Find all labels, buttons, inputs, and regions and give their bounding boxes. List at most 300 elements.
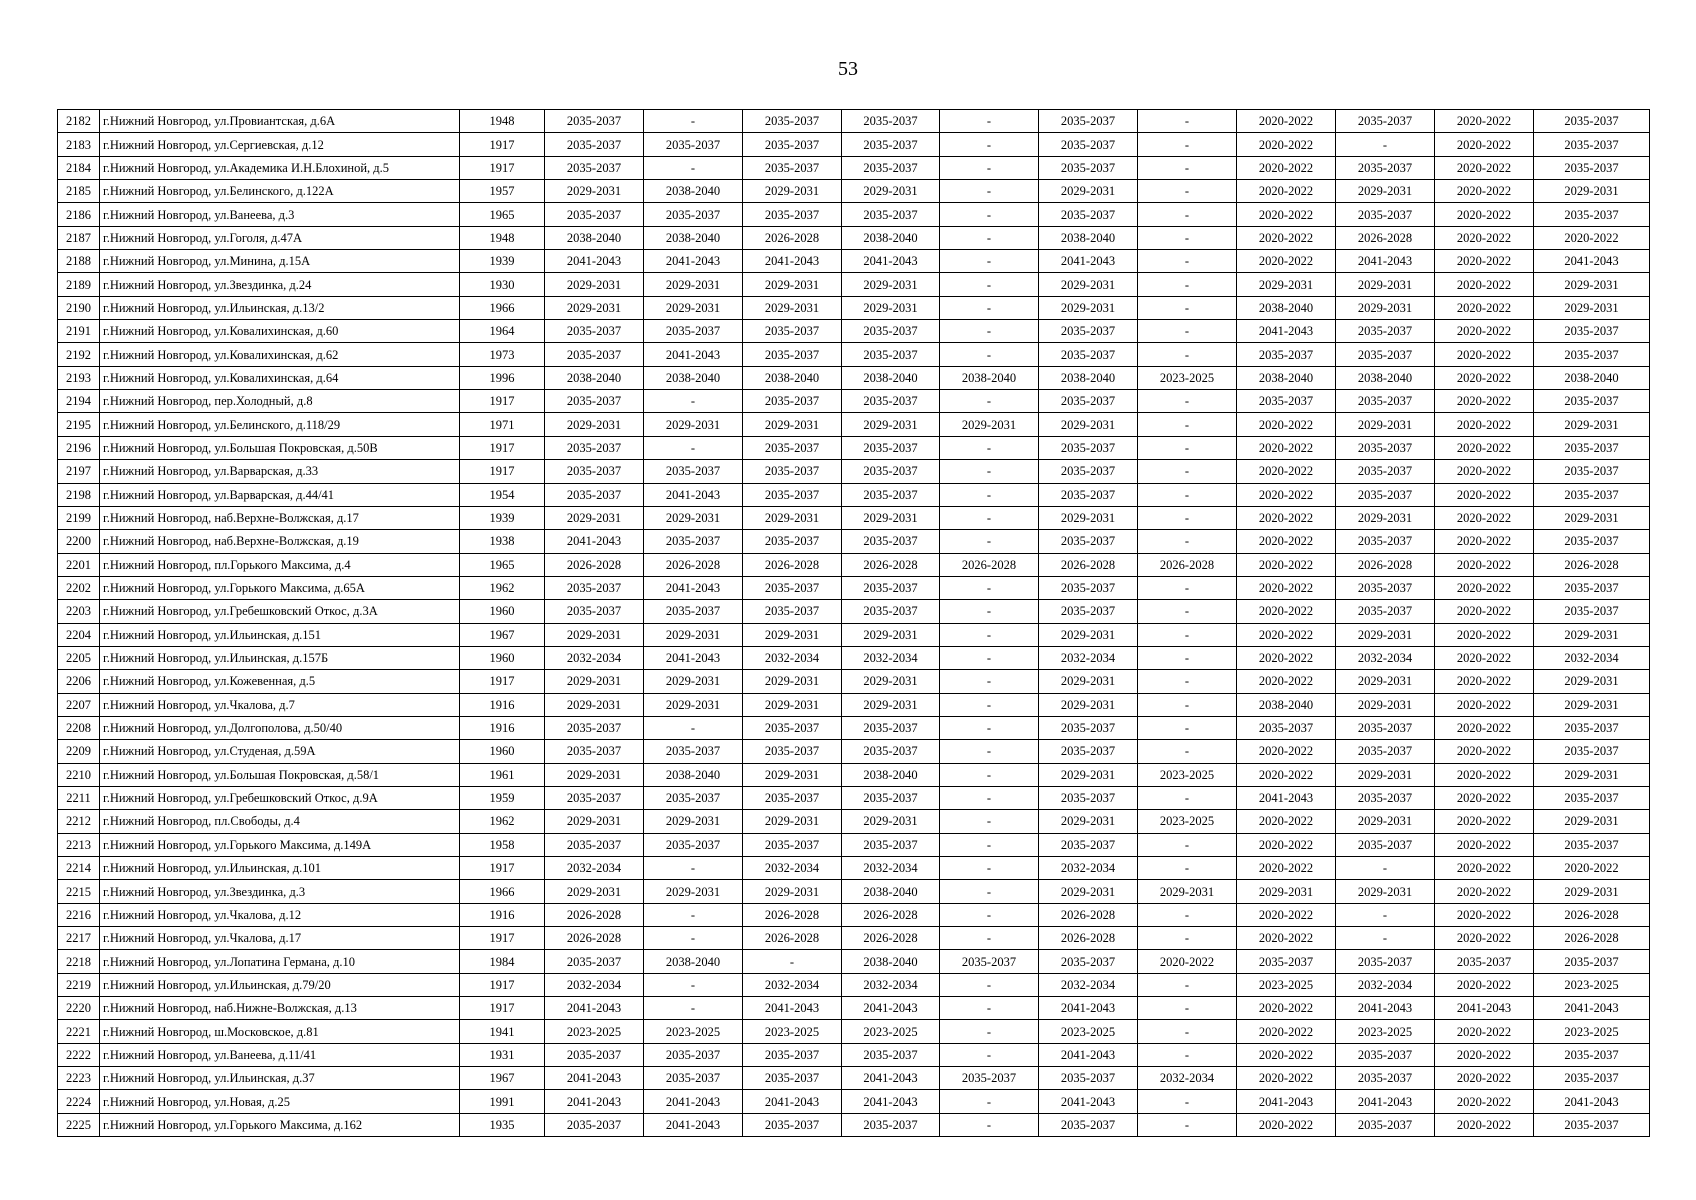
period-cell-7: 2023-2025 bbox=[1138, 366, 1237, 389]
period-cell-2: 2029-2031 bbox=[644, 273, 743, 296]
row-number-cell: 2215 bbox=[58, 880, 100, 903]
row-number-cell: 2194 bbox=[58, 390, 100, 413]
period-cell-6: 2035-2037 bbox=[1039, 460, 1138, 483]
row-number-cell: 2221 bbox=[58, 1020, 100, 1043]
period-cell-5: - bbox=[940, 997, 1039, 1020]
period-cell-9: 2035-2037 bbox=[1336, 833, 1435, 856]
period-cell-11: 2035-2037 bbox=[1534, 390, 1650, 413]
period-cell-5: - bbox=[940, 973, 1039, 996]
address-cell: г.Нижний Новгород, ул.Кожевенная, д.5 bbox=[100, 670, 460, 693]
period-cell-2: 2041-2043 bbox=[644, 576, 743, 599]
period-cell-2: 2029-2031 bbox=[644, 296, 743, 319]
period-cell-2: 2029-2031 bbox=[644, 693, 743, 716]
address-cell: г.Нижний Новгород, наб.Верхне-Волжская, д.19 bbox=[100, 530, 460, 553]
period-cell-6: 2029-2031 bbox=[1039, 880, 1138, 903]
table-row bbox=[58, 693, 1650, 716]
address-cell: г.Нижний Новгород, ул.Варварская, д.33 bbox=[100, 460, 460, 483]
year-built-cell: 1964 bbox=[460, 320, 545, 343]
period-cell-3: 2035-2037 bbox=[743, 600, 842, 623]
row-number-cell: 2200 bbox=[58, 530, 100, 553]
period-cell-6: 2029-2031 bbox=[1039, 810, 1138, 833]
period-cell-5: - bbox=[940, 716, 1039, 739]
period-cell-8: 2020-2022 bbox=[1237, 763, 1336, 786]
table-row bbox=[58, 600, 1650, 623]
period-cell-4: 2035-2037 bbox=[842, 600, 940, 623]
period-cell-8: 2020-2022 bbox=[1237, 1067, 1336, 1090]
period-cell-3: 2026-2028 bbox=[743, 226, 842, 249]
period-cell-8: 2041-2043 bbox=[1237, 320, 1336, 343]
row-number-cell: 2224 bbox=[58, 1090, 100, 1113]
table-row bbox=[58, 740, 1650, 763]
period-cell-7: - bbox=[1138, 506, 1237, 529]
period-cell-8: 2020-2022 bbox=[1237, 857, 1336, 880]
period-cell-8: 2020-2022 bbox=[1237, 156, 1336, 179]
period-cell-8: 2020-2022 bbox=[1237, 506, 1336, 529]
period-cell-9: 2035-2037 bbox=[1336, 1067, 1435, 1090]
table-row bbox=[58, 1090, 1650, 1113]
address-cell: г.Нижний Новгород, ул.Провиантская, д.6А bbox=[100, 110, 460, 133]
period-cell-4: 2026-2028 bbox=[842, 553, 940, 576]
table-row bbox=[58, 273, 1650, 296]
period-cell-4: 2029-2031 bbox=[842, 670, 940, 693]
period-cell-10: 2020-2022 bbox=[1435, 506, 1534, 529]
period-cell-6: 2035-2037 bbox=[1039, 156, 1138, 179]
period-cell-10: 2020-2022 bbox=[1435, 296, 1534, 319]
period-cell-1: 2035-2037 bbox=[545, 460, 644, 483]
period-cell-7: - bbox=[1138, 623, 1237, 646]
table-row bbox=[58, 880, 1650, 903]
period-cell-10: 2020-2022 bbox=[1435, 716, 1534, 739]
period-cell-7: - bbox=[1138, 273, 1237, 296]
period-cell-2: 2035-2037 bbox=[644, 833, 743, 856]
period-cell-6: 2035-2037 bbox=[1039, 203, 1138, 226]
year-built-cell: 1917 bbox=[460, 670, 545, 693]
period-cell-1: 2035-2037 bbox=[545, 483, 644, 506]
period-cell-10: 2020-2022 bbox=[1435, 273, 1534, 296]
period-cell-11: 2035-2037 bbox=[1534, 203, 1650, 226]
period-cell-10: 2020-2022 bbox=[1435, 857, 1534, 880]
period-cell-8: 2020-2022 bbox=[1237, 646, 1336, 669]
address-cell: г.Нижний Новгород, ул.Горького Максима, д.162 bbox=[100, 1113, 460, 1136]
period-cell-5: 2035-2037 bbox=[940, 950, 1039, 973]
period-cell-4: 2038-2040 bbox=[842, 366, 940, 389]
period-cell-3: 2038-2040 bbox=[743, 366, 842, 389]
address-cell: г.Нижний Новгород, ул.Большая Покровская, д.58/1 bbox=[100, 763, 460, 786]
period-cell-8: 2020-2022 bbox=[1237, 483, 1336, 506]
period-cell-1: 2029-2031 bbox=[545, 623, 644, 646]
period-cell-10: 2020-2022 bbox=[1435, 530, 1534, 553]
period-cell-5: - bbox=[940, 203, 1039, 226]
period-cell-7: - bbox=[1138, 226, 1237, 249]
period-cell-2: - bbox=[644, 927, 743, 950]
period-cell-8: 2020-2022 bbox=[1237, 1113, 1336, 1136]
period-cell-5: - bbox=[940, 880, 1039, 903]
period-cell-9: 2035-2037 bbox=[1336, 483, 1435, 506]
period-cell-4: 2041-2043 bbox=[842, 1090, 940, 1113]
row-number-cell: 2219 bbox=[58, 973, 100, 996]
period-cell-4: 2035-2037 bbox=[842, 436, 940, 459]
table-row bbox=[58, 390, 1650, 413]
period-cell-7: - bbox=[1138, 600, 1237, 623]
period-cell-6: 2029-2031 bbox=[1039, 273, 1138, 296]
period-cell-4: 2035-2037 bbox=[842, 343, 940, 366]
period-cell-3: 2035-2037 bbox=[743, 343, 842, 366]
table-row bbox=[58, 343, 1650, 366]
row-number-cell: 2214 bbox=[58, 857, 100, 880]
period-cell-9: 2041-2043 bbox=[1336, 1090, 1435, 1113]
period-cell-1: 2032-2034 bbox=[545, 857, 644, 880]
period-cell-6: 2041-2043 bbox=[1039, 1043, 1138, 1066]
period-cell-5: - bbox=[940, 436, 1039, 459]
period-cell-5: 2029-2031 bbox=[940, 413, 1039, 436]
period-cell-5: - bbox=[940, 1020, 1039, 1043]
row-number-cell: 2222 bbox=[58, 1043, 100, 1066]
period-cell-3: 2029-2031 bbox=[743, 413, 842, 436]
period-cell-2: 2029-2031 bbox=[644, 810, 743, 833]
page-number: 53 bbox=[838, 58, 858, 80]
period-cell-6: 2035-2037 bbox=[1039, 1113, 1138, 1136]
row-number-cell: 2206 bbox=[58, 670, 100, 693]
period-cell-4: 2035-2037 bbox=[842, 740, 940, 763]
address-cell: г.Нижний Новгород, ул.Ванеева, д.3 bbox=[100, 203, 460, 226]
period-cell-8: 2020-2022 bbox=[1237, 833, 1336, 856]
period-cell-4: 2035-2037 bbox=[842, 786, 940, 809]
period-cell-8: 2035-2037 bbox=[1237, 390, 1336, 413]
period-cell-6: 2032-2034 bbox=[1039, 646, 1138, 669]
period-cell-1: 2035-2037 bbox=[545, 133, 644, 156]
address-cell: г.Нижний Новгород, ул.Горького Максима, д.149А bbox=[100, 833, 460, 856]
period-cell-2: - bbox=[644, 973, 743, 996]
period-cell-11: 2035-2037 bbox=[1534, 786, 1650, 809]
year-built-cell: 1930 bbox=[460, 273, 545, 296]
period-cell-4: 2038-2040 bbox=[842, 950, 940, 973]
period-cell-9: 2032-2034 bbox=[1336, 973, 1435, 996]
period-cell-2: 2035-2037 bbox=[644, 320, 743, 343]
housing-repair-schedule-table bbox=[57, 109, 1650, 1137]
period-cell-8: 2020-2022 bbox=[1237, 600, 1336, 623]
period-cell-7: - bbox=[1138, 927, 1237, 950]
period-cell-5: - bbox=[940, 1090, 1039, 1113]
address-cell: г.Нижний Новгород, ул.Минина, д.15А bbox=[100, 250, 460, 273]
period-cell-4: 2029-2031 bbox=[842, 506, 940, 529]
row-number-cell: 2204 bbox=[58, 623, 100, 646]
period-cell-1: 2026-2028 bbox=[545, 553, 644, 576]
address-cell: г.Нижний Новгород, ул.Звездинка, д.3 bbox=[100, 880, 460, 903]
year-built-cell: 1966 bbox=[460, 880, 545, 903]
period-cell-5: - bbox=[940, 460, 1039, 483]
row-number-cell: 2182 bbox=[58, 110, 100, 133]
period-cell-10: 2020-2022 bbox=[1435, 903, 1534, 926]
address-cell: г.Нижний Новгород, ул.Ковалихинская, д.60 bbox=[100, 320, 460, 343]
period-cell-11: 2026-2028 bbox=[1534, 553, 1650, 576]
period-cell-4: 2035-2037 bbox=[842, 390, 940, 413]
period-cell-7: - bbox=[1138, 436, 1237, 459]
period-cell-7: - bbox=[1138, 133, 1237, 156]
period-cell-1: 2038-2040 bbox=[545, 366, 644, 389]
period-cell-7: - bbox=[1138, 740, 1237, 763]
period-cell-7: - bbox=[1138, 786, 1237, 809]
table-row bbox=[58, 950, 1650, 973]
period-cell-9: 2035-2037 bbox=[1336, 600, 1435, 623]
year-built-cell: 1916 bbox=[460, 716, 545, 739]
period-cell-1: 2035-2037 bbox=[545, 1043, 644, 1066]
period-cell-2: 2035-2037 bbox=[644, 460, 743, 483]
period-cell-10: 2020-2022 bbox=[1435, 786, 1534, 809]
period-cell-8: 2020-2022 bbox=[1237, 670, 1336, 693]
period-cell-1: 2035-2037 bbox=[545, 390, 644, 413]
period-cell-6: 2029-2031 bbox=[1039, 670, 1138, 693]
period-cell-11: 2035-2037 bbox=[1534, 600, 1650, 623]
period-cell-6: 2035-2037 bbox=[1039, 530, 1138, 553]
address-cell: г.Нижний Новгород, ул.Белинского, д.118/29 bbox=[100, 413, 460, 436]
period-cell-5: - bbox=[940, 110, 1039, 133]
period-cell-6: 2035-2037 bbox=[1039, 833, 1138, 856]
row-number-cell: 2193 bbox=[58, 366, 100, 389]
period-cell-3: 2035-2037 bbox=[743, 786, 842, 809]
period-cell-6: 2035-2037 bbox=[1039, 436, 1138, 459]
period-cell-9: 2029-2031 bbox=[1336, 810, 1435, 833]
period-cell-9: 2035-2037 bbox=[1336, 203, 1435, 226]
period-cell-11: 2029-2031 bbox=[1534, 693, 1650, 716]
period-cell-7: - bbox=[1138, 857, 1237, 880]
address-cell: г.Нижний Новгород, ул.Ковалихинская, д.62 bbox=[100, 343, 460, 366]
row-number-cell: 2220 bbox=[58, 997, 100, 1020]
period-cell-9: 2029-2031 bbox=[1336, 273, 1435, 296]
table-row bbox=[58, 483, 1650, 506]
period-cell-8: 2020-2022 bbox=[1237, 180, 1336, 203]
period-cell-10: 2020-2022 bbox=[1435, 763, 1534, 786]
period-cell-4: 2029-2031 bbox=[842, 296, 940, 319]
period-cell-6: 2029-2031 bbox=[1039, 296, 1138, 319]
period-cell-3: 2029-2031 bbox=[743, 296, 842, 319]
period-cell-11: 2026-2028 bbox=[1534, 903, 1650, 926]
row-number-cell: 2183 bbox=[58, 133, 100, 156]
period-cell-2: - bbox=[644, 110, 743, 133]
period-cell-3: 2029-2031 bbox=[743, 693, 842, 716]
period-cell-8: 2038-2040 bbox=[1237, 296, 1336, 319]
period-cell-10: 2020-2022 bbox=[1435, 670, 1534, 693]
period-cell-10: 2020-2022 bbox=[1435, 180, 1534, 203]
period-cell-5: - bbox=[940, 1113, 1039, 1136]
period-cell-11: 2020-2022 bbox=[1534, 857, 1650, 880]
period-cell-11: 2035-2037 bbox=[1534, 576, 1650, 599]
period-cell-7: - bbox=[1138, 997, 1237, 1020]
period-cell-11: 2041-2043 bbox=[1534, 997, 1650, 1020]
period-cell-7: - bbox=[1138, 320, 1237, 343]
period-cell-4: 2029-2031 bbox=[842, 810, 940, 833]
table-row bbox=[58, 763, 1650, 786]
period-cell-1: 2035-2037 bbox=[545, 786, 644, 809]
period-cell-11: 2041-2043 bbox=[1534, 250, 1650, 273]
period-cell-4: 2041-2043 bbox=[842, 250, 940, 273]
period-cell-10: 2020-2022 bbox=[1435, 553, 1534, 576]
period-cell-6: 2029-2031 bbox=[1039, 693, 1138, 716]
period-cell-6: 2029-2031 bbox=[1039, 763, 1138, 786]
period-cell-7: 2020-2022 bbox=[1138, 950, 1237, 973]
period-cell-9: 2035-2037 bbox=[1336, 786, 1435, 809]
period-cell-6: 2029-2031 bbox=[1039, 180, 1138, 203]
period-cell-6: 2035-2037 bbox=[1039, 576, 1138, 599]
period-cell-8: 2020-2022 bbox=[1237, 623, 1336, 646]
row-number-cell: 2225 bbox=[58, 1113, 100, 1136]
period-cell-7: 2026-2028 bbox=[1138, 553, 1237, 576]
period-cell-11: 2035-2037 bbox=[1534, 343, 1650, 366]
period-cell-5: - bbox=[940, 576, 1039, 599]
year-built-cell: 1962 bbox=[460, 810, 545, 833]
address-cell: г.Нижний Новгород, ул.Ильинская, д.101 bbox=[100, 857, 460, 880]
year-built-cell: 1916 bbox=[460, 903, 545, 926]
period-cell-7: 2029-2031 bbox=[1138, 880, 1237, 903]
period-cell-4: 2035-2037 bbox=[842, 483, 940, 506]
period-cell-7: 2023-2025 bbox=[1138, 810, 1237, 833]
table-row bbox=[58, 296, 1650, 319]
address-cell: г.Нижний Новгород, ул.Звездинка, д.24 bbox=[100, 273, 460, 296]
period-cell-4: 2035-2037 bbox=[842, 530, 940, 553]
table-row bbox=[58, 1043, 1650, 1066]
period-cell-9: 2035-2037 bbox=[1336, 110, 1435, 133]
period-cell-3: 2041-2043 bbox=[743, 250, 842, 273]
period-cell-4: 2035-2037 bbox=[842, 110, 940, 133]
period-cell-1: 2029-2031 bbox=[545, 763, 644, 786]
period-cell-10: 2020-2022 bbox=[1435, 1090, 1534, 1113]
period-cell-4: 2035-2037 bbox=[842, 716, 940, 739]
period-cell-1: 2041-2043 bbox=[545, 997, 644, 1020]
period-cell-10: 2020-2022 bbox=[1435, 1020, 1534, 1043]
period-cell-9: 2029-2031 bbox=[1336, 296, 1435, 319]
period-cell-7: - bbox=[1138, 1020, 1237, 1043]
table-row bbox=[58, 997, 1650, 1020]
table-row bbox=[58, 413, 1650, 436]
period-cell-7: - bbox=[1138, 530, 1237, 553]
period-cell-6: 2035-2037 bbox=[1039, 740, 1138, 763]
period-cell-10: 2020-2022 bbox=[1435, 880, 1534, 903]
period-cell-3: 2035-2037 bbox=[743, 1067, 842, 1090]
period-cell-5: - bbox=[940, 740, 1039, 763]
period-cell-2: 2041-2043 bbox=[644, 250, 743, 273]
period-cell-6: 2041-2043 bbox=[1039, 1090, 1138, 1113]
period-cell-2: 2035-2037 bbox=[644, 133, 743, 156]
period-cell-6: 2035-2037 bbox=[1039, 110, 1138, 133]
period-cell-1: 2035-2037 bbox=[545, 576, 644, 599]
period-cell-9: 2029-2031 bbox=[1336, 506, 1435, 529]
period-cell-2: 2041-2043 bbox=[644, 483, 743, 506]
period-cell-3: 2029-2031 bbox=[743, 623, 842, 646]
period-cell-5: - bbox=[940, 343, 1039, 366]
period-cell-9: 2035-2037 bbox=[1336, 460, 1435, 483]
period-cell-11: 2026-2028 bbox=[1534, 927, 1650, 950]
period-cell-7: - bbox=[1138, 460, 1237, 483]
period-cell-3: 2035-2037 bbox=[743, 203, 842, 226]
period-cell-2: 2026-2028 bbox=[644, 553, 743, 576]
period-cell-8: 2041-2043 bbox=[1237, 1090, 1336, 1113]
period-cell-3: 2035-2037 bbox=[743, 530, 842, 553]
period-cell-9: 2029-2031 bbox=[1336, 180, 1435, 203]
period-cell-8: 2038-2040 bbox=[1237, 693, 1336, 716]
address-cell: г.Нижний Новгород, ул.Гоголя, д.47А bbox=[100, 226, 460, 249]
year-built-cell: 1965 bbox=[460, 203, 545, 226]
period-cell-6: 2038-2040 bbox=[1039, 366, 1138, 389]
period-cell-4: 2029-2031 bbox=[842, 623, 940, 646]
table-row bbox=[58, 1067, 1650, 1090]
period-cell-4: 2041-2043 bbox=[842, 997, 940, 1020]
period-cell-8: 2020-2022 bbox=[1237, 997, 1336, 1020]
period-cell-3: 2035-2037 bbox=[743, 716, 842, 739]
period-cell-11: 2035-2037 bbox=[1534, 156, 1650, 179]
year-built-cell: 1917 bbox=[460, 857, 545, 880]
year-built-cell: 1948 bbox=[460, 226, 545, 249]
period-cell-9: 2035-2037 bbox=[1336, 740, 1435, 763]
period-cell-1: 2035-2037 bbox=[545, 343, 644, 366]
period-cell-4: 2029-2031 bbox=[842, 693, 940, 716]
period-cell-11: 2035-2037 bbox=[1534, 460, 1650, 483]
period-cell-7: - bbox=[1138, 716, 1237, 739]
period-cell-2: 2038-2040 bbox=[644, 763, 743, 786]
period-cell-4: 2035-2037 bbox=[842, 203, 940, 226]
period-cell-2: - bbox=[644, 903, 743, 926]
period-cell-2: 2035-2037 bbox=[644, 203, 743, 226]
address-cell: г.Нижний Новгород, ул.Гребешковский Откос, д.3А bbox=[100, 600, 460, 623]
period-cell-10: 2020-2022 bbox=[1435, 156, 1534, 179]
row-number-cell: 2192 bbox=[58, 343, 100, 366]
address-cell: г.Нижний Новгород, ул.Лопатина Германа, д.10 bbox=[100, 950, 460, 973]
period-cell-5: - bbox=[940, 226, 1039, 249]
period-cell-7: - bbox=[1138, 180, 1237, 203]
period-cell-11: 2029-2031 bbox=[1534, 273, 1650, 296]
period-cell-1: 2041-2043 bbox=[545, 1090, 644, 1113]
address-cell: г.Нижний Новгород, ул.Ковалихинская, д.64 bbox=[100, 366, 460, 389]
row-number-cell: 2213 bbox=[58, 833, 100, 856]
period-cell-2: 2035-2037 bbox=[644, 600, 743, 623]
period-cell-6: 2035-2037 bbox=[1039, 716, 1138, 739]
period-cell-7: - bbox=[1138, 646, 1237, 669]
period-cell-9: 2035-2037 bbox=[1336, 156, 1435, 179]
period-cell-1: 2035-2037 bbox=[545, 1113, 644, 1136]
period-cell-9: 2029-2031 bbox=[1336, 413, 1435, 436]
period-cell-5: - bbox=[940, 133, 1039, 156]
period-cell-7: - bbox=[1138, 413, 1237, 436]
period-cell-9: 2041-2043 bbox=[1336, 997, 1435, 1020]
period-cell-9: 2032-2034 bbox=[1336, 646, 1435, 669]
period-cell-6: 2026-2028 bbox=[1039, 903, 1138, 926]
period-cell-3: 2029-2031 bbox=[743, 880, 842, 903]
table-row bbox=[58, 553, 1650, 576]
period-cell-9: 2029-2031 bbox=[1336, 693, 1435, 716]
period-cell-8: 2020-2022 bbox=[1237, 576, 1336, 599]
period-cell-10: 2020-2022 bbox=[1435, 973, 1534, 996]
period-cell-11: 2035-2037 bbox=[1534, 1043, 1650, 1066]
period-cell-11: 2029-2031 bbox=[1534, 296, 1650, 319]
period-cell-5: 2038-2040 bbox=[940, 366, 1039, 389]
year-built-cell: 1939 bbox=[460, 250, 545, 273]
period-cell-9: 2029-2031 bbox=[1336, 670, 1435, 693]
period-cell-10: 2020-2022 bbox=[1435, 1043, 1534, 1066]
table-row bbox=[58, 623, 1650, 646]
period-cell-6: 2032-2034 bbox=[1039, 973, 1138, 996]
period-cell-5: - bbox=[940, 857, 1039, 880]
period-cell-2: 2038-2040 bbox=[644, 950, 743, 973]
period-cell-3: 2035-2037 bbox=[743, 156, 842, 179]
year-built-cell: 1916 bbox=[460, 693, 545, 716]
row-number-cell: 2208 bbox=[58, 716, 100, 739]
period-cell-10: 2020-2022 bbox=[1435, 927, 1534, 950]
year-built-cell: 1941 bbox=[460, 1020, 545, 1043]
period-cell-2: 2029-2031 bbox=[644, 623, 743, 646]
period-cell-2: 2035-2037 bbox=[644, 786, 743, 809]
row-number-cell: 2223 bbox=[58, 1067, 100, 1090]
address-cell: г.Нижний Новгород, ул.Долгополова, д.50/40 bbox=[100, 716, 460, 739]
period-cell-10: 2020-2022 bbox=[1435, 483, 1534, 506]
year-built-cell: 1984 bbox=[460, 950, 545, 973]
